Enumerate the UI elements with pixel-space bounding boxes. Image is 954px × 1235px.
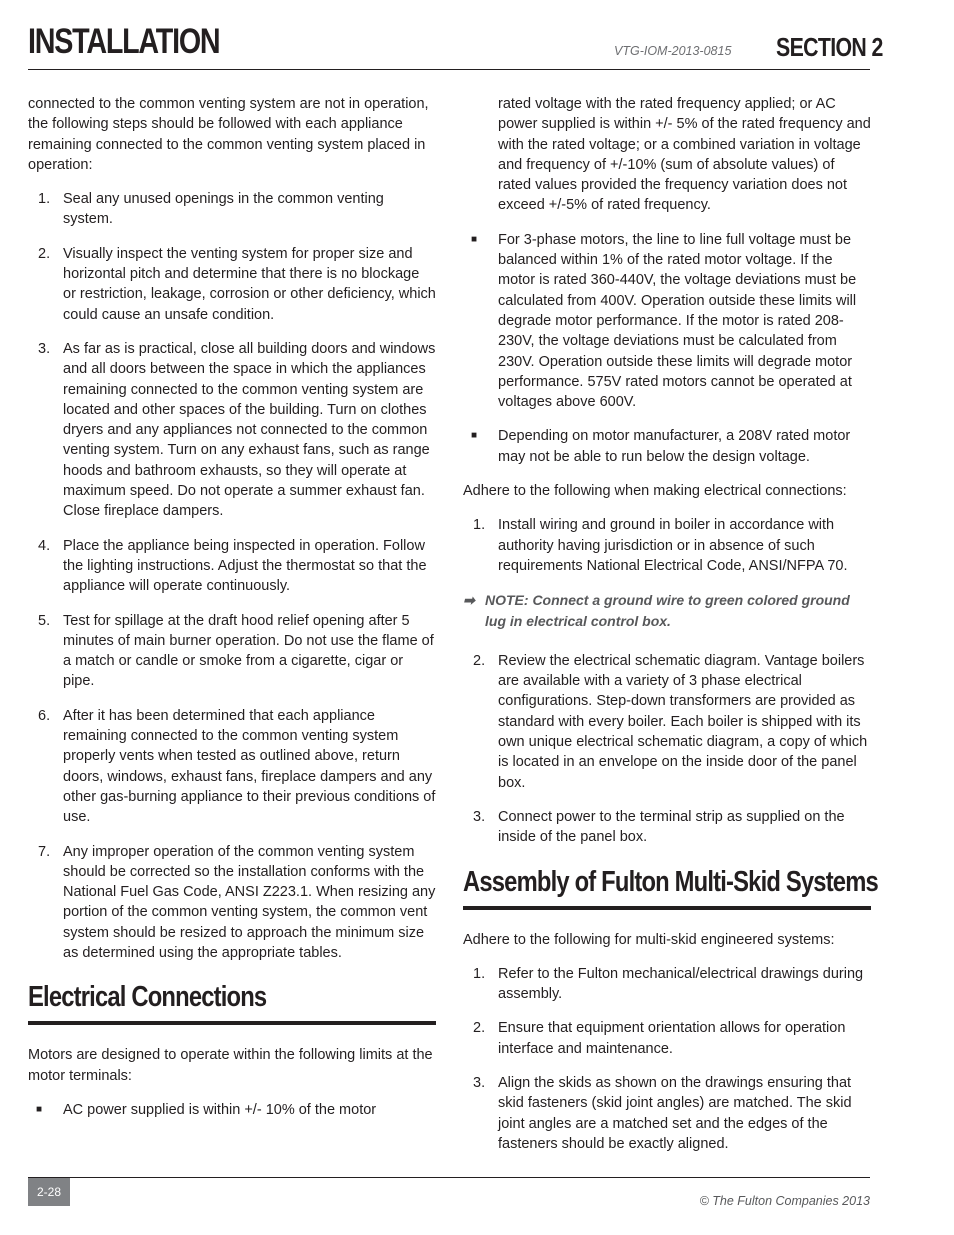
list-text: Refer to the Fulton mechanical/electrical drawings during assembly. (498, 965, 864, 1003)
bullet-item (463, 230, 871, 413)
section-label: SECTION 2 (776, 32, 883, 62)
list-number: 6. (38, 707, 51, 724)
pointing-hand-icon: ➡ (463, 592, 475, 609)
right-column (463, 94, 878, 1168)
copyright-text: © The Fulton Companies 2013 (699, 1194, 870, 1208)
list-item (463, 1018, 871, 1059)
list-item (463, 1073, 871, 1154)
bullet-item (463, 426, 871, 467)
assembly-heading: Assembly of Fulton Multi-Skid Systems (463, 865, 878, 898)
list-item (28, 339, 436, 522)
list-number: 2. (38, 245, 51, 262)
list-item (28, 189, 436, 230)
list-number: 7. (38, 843, 51, 860)
note-callout (463, 590, 871, 631)
list-item (463, 807, 871, 848)
list-number: 3. (473, 1074, 486, 1091)
heading-underline (463, 906, 871, 910)
bullet-continuation: rated voltage with the rated frequency applied; or AC power supplied is within +/- 5% of the rated frequency and with the rated voltage; or a combined variation in voltage and frequency of +/-10% (sum of absolute values) of rated values provided the frequency variation does not exceed +/-5% of rated frequency. (498, 96, 871, 214)
bullet-item (28, 1100, 436, 1120)
bullet-square-icon: ■ (36, 1103, 43, 1115)
bullet-text: For 3-phase motors, the line to line full voltage must be balanced within 1% of the rated motor voltage. If the motor is rated 360-440V, the voltage deviations must be calculated from 400V. Operation outside these limits will degrade motor performance. If the motor is rated 208-230V, the voltage deviations must be calculated from 230V. Operation outside these limits will degrade motor performance. 575V rated motors cannot be operated at voltages above 600V. (498, 231, 857, 411)
list-number: 2. (473, 1020, 486, 1037)
list-number: 3. (473, 808, 486, 825)
left-column (28, 94, 436, 1134)
list-text: Review the electrical schematic diagram. Vantage boilers are available with a variety of 3 phase electrical configurations. Step-down transformers are provided as standard with every boiler. Each boiler is shipped with its own unique electrical schematic diagram, a copy of which is located in an envelope on the inside door of the panel box. (498, 652, 868, 791)
adhere-electrical-text: Adhere to the following when making electrical connections: (463, 483, 847, 500)
page-title: INSTALLATION (28, 22, 220, 61)
page-number-badge: 2-28 (28, 1178, 70, 1206)
list-item (463, 964, 871, 1005)
list-number: 4. (38, 537, 51, 554)
list-text: Ensure that equipment orientation allows for operation interface and maintenance. (498, 1020, 846, 1057)
list-item (28, 611, 436, 692)
list-text: Test for spillage at the draft hood relief opening after 5 minutes of main burner operation. Do not use the flame of a match or candle or smoke from a cigarette, cigar or pipe. (63, 612, 434, 690)
bullet-text: Depending on motor manufacturer, a 208V rated motor may not be able to run below the design voltage. (498, 428, 851, 465)
list-number: 1. (473, 965, 486, 982)
list-text: Align the skids as shown on the drawings ensuring that skid fasteners (skid joint angles) are matched. The skid joint angles are a matched set and the edges of the fasteners should be exactly aligned. (498, 1074, 852, 1152)
list-text: Any improper operation of the common venting system should be corrected so the installation conforms with the National Fuel Gas Code, ANSI Z223.1. When resizing any portion of the common venting system, the common vent system should be resized to approach the minimum size as determined using the appropriate tables. (63, 843, 436, 961)
intro-paragraph: connected to the common venting system are not in operation, the following steps should be followed with each appliance remaining connected to the common venting system placed in operation: (28, 96, 429, 173)
document-number: VTG-IOM-2013-0815 (614, 44, 732, 58)
list-item (28, 244, 436, 325)
list-text: As far as is practical, close all building doors and windows and all doors between the space in which the appliances remaining connected to the common venting system are located and other spaces of the building. Turn on clothes dryers and any appliances not connected to the common venting system. Turn on any exhaust fans, such as range hoods and bathroom exhausts, so they will operate at maximum speed. Do not operate a summer exhaust fan. Close fireplace dampers. (63, 340, 436, 520)
list-text: After it has been determined that each appliance remaining connected to the common venting system properly vents when tested as outlined above, return doors, windows, exhaust fans, fireplace dampers and any other gas-burning appliance to their previous conditions of use. (63, 707, 436, 826)
bullet-square-icon: ■ (471, 233, 478, 245)
assembly-intro: Adhere to the following for multi-skid engineered systems: (463, 931, 835, 948)
list-number: 3. (38, 340, 51, 357)
heading-underline (28, 1021, 436, 1025)
list-number: 5. (38, 612, 51, 629)
list-item (463, 651, 871, 793)
bullet-text: AC power supplied is within +/- 10% of the motor (63, 1101, 377, 1118)
list-number: 1. (38, 191, 51, 208)
note-text: NOTE: Connect a ground wire to green colored ground lug in electrical control box. (485, 592, 850, 629)
list-number: 2. (473, 652, 486, 669)
list-item (28, 536, 436, 597)
list-text: Connect power to the terminal strip as supplied on the inside of the panel box. (498, 808, 845, 846)
list-item (28, 706, 436, 828)
list-item (463, 515, 871, 576)
list-text: Install wiring and ground in boiler in accordance with authority having jurisdiction or in absence of such requirements National Electrical Code, ANSI/NFPA 70. (498, 517, 848, 574)
bullet-square-icon: ■ (471, 430, 478, 442)
header-divider (28, 69, 870, 70)
list-text: Place the appliance being inspected in operation. Follow the lighting instructions. Adjust the thermostat so that the appliance will operate continuously. (63, 537, 427, 595)
electrical-intro: Motors are designed to operate within the following limits at the motor terminals: (28, 1047, 433, 1084)
list-text: Visually inspect the venting system for proper size and horizontal pitch and determine that there is no blockage or restriction, leakage, corrosion or other deficiency, which could cause an unsafe condition. (63, 245, 436, 323)
list-item (28, 842, 436, 964)
list-number: 1. (473, 517, 486, 534)
electrical-connections-heading: Electrical Connections (28, 981, 267, 1014)
footer-divider (28, 1177, 870, 1178)
list-text: Seal any unused openings in the common venting system. (63, 191, 384, 228)
